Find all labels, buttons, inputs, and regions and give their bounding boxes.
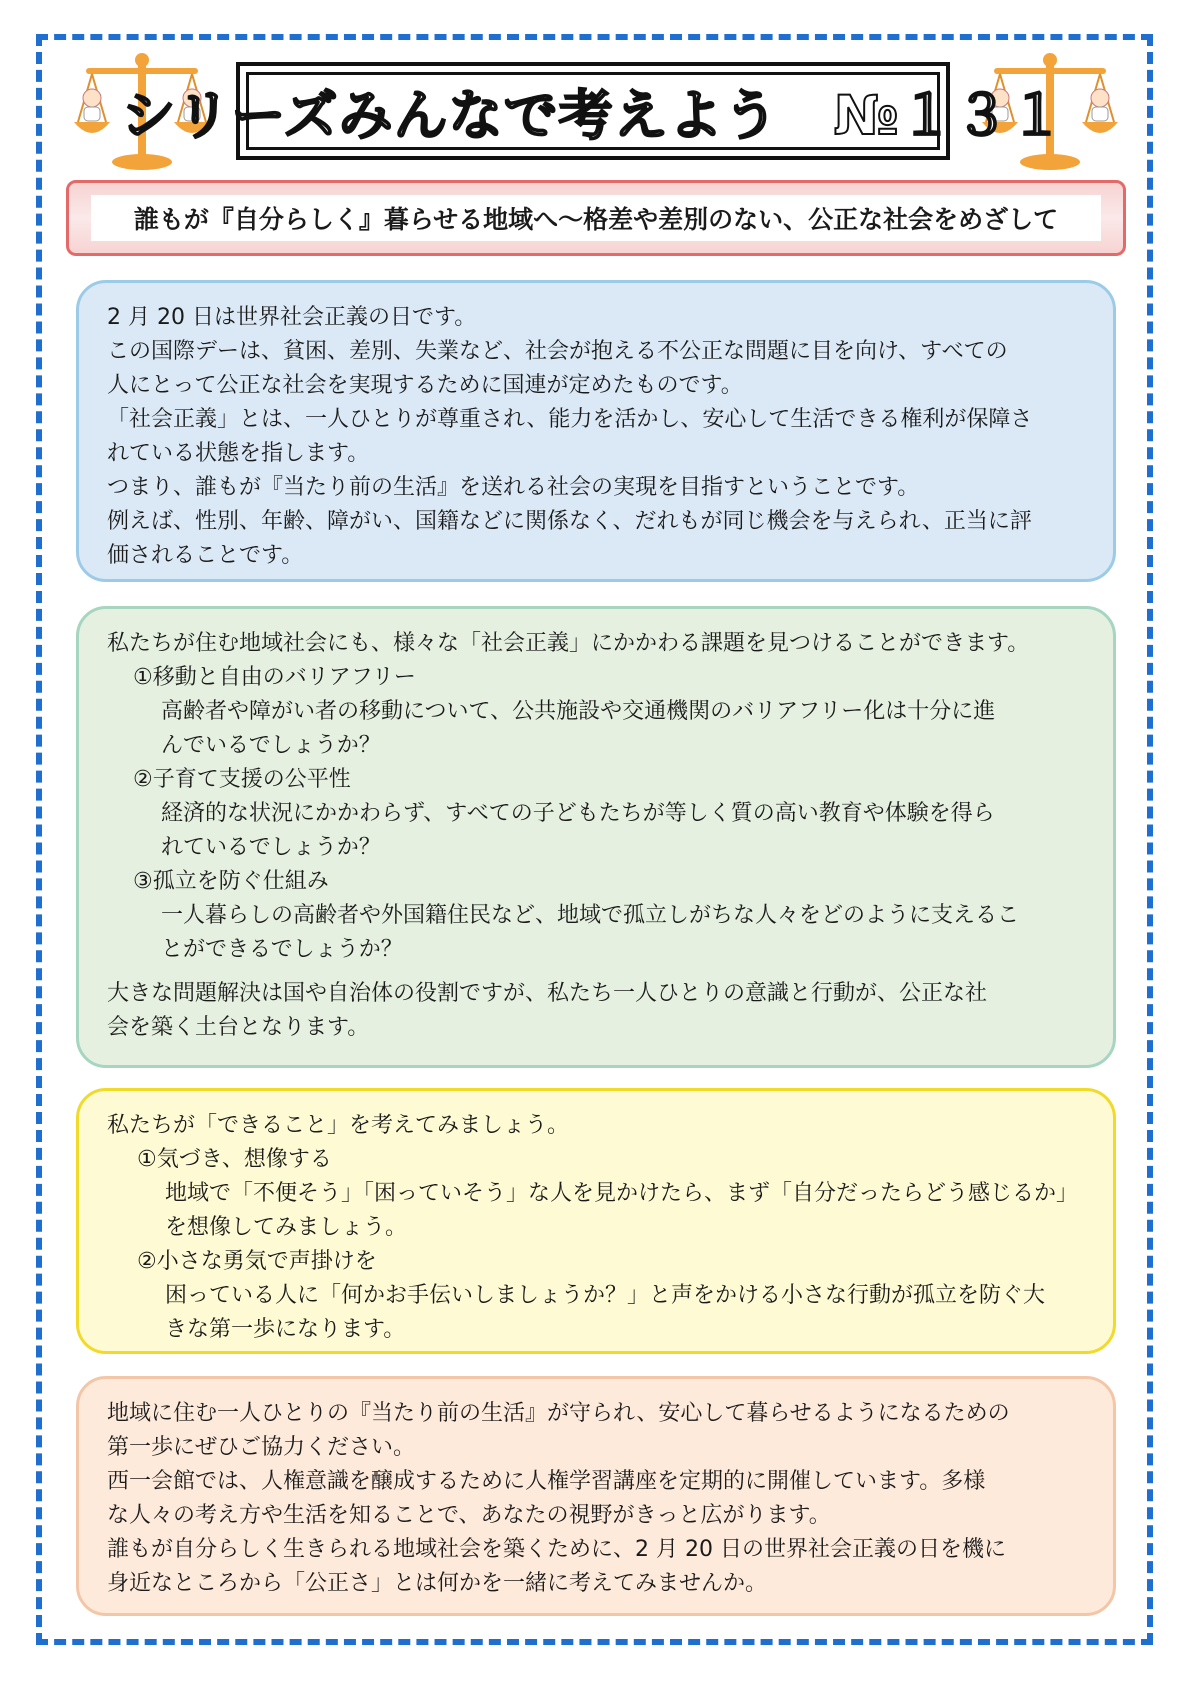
section-what-we-can-do: [76, 1088, 1116, 1354]
item-body: んでいるでしょうか？: [161, 733, 381, 758]
item-body: 地域で「不便そう」「困っていそう」な人を見かけたら、まず「自分だったらどう感じるか」: [165, 1181, 1079, 1206]
page-title: シリーズみんなで考えよう №１３１: [121, 83, 1065, 147]
item-body: を想像してみましょう。: [165, 1215, 408, 1240]
item-heading: ③孤立を防ぐ仕組み: [133, 869, 329, 894]
section-closing: 大きな問題解決は国や自治体の役割ですが、私たち一人ひとりの意識と行動が、公正な社: [107, 981, 988, 1006]
item-body: 経済的な状況にかかわらず、すべての子どもたちが等しく質の高い教育や体験を得ら: [161, 801, 995, 826]
paragraph-line: 身近なところから「公正さ」とは何かを一緒に考えてみませんか。: [107, 1571, 768, 1596]
item-heading: ①気づき、想像する: [137, 1147, 332, 1172]
paragraph-line: 西一会館では、人権意識を醸成するために人権学習講座を定期的に開催しています。多様: [107, 1469, 986, 1494]
item-body: とができるでしょうか？: [161, 937, 403, 962]
paragraph-line: な人々の考え方や生活を知ることで、あなたの視野がきっと広がります。: [107, 1503, 831, 1528]
paragraph-line: 2 月 20 日は世界社会正義の日です。: [107, 305, 477, 330]
paragraph-line: 例えば、性別、年齢、障がい、国籍などに関係なく、だれもが同じ機会を与えられ、正当に評: [107, 509, 1032, 534]
section-closing: 会を築く土台となります。: [107, 1015, 370, 1040]
paragraph-line: 地域に住む一人ひとりの『当たり前の生活』が守られ、安心して暮らせるようになるための: [107, 1401, 1010, 1426]
item-body: 困っている人に「何かお手伝いしましょうか？」と声をかける小さな行動が孤立を防ぐ大: [165, 1283, 1046, 1308]
section-intro: 私たちが「できること」を考えてみましょう。: [107, 1113, 570, 1138]
paragraph-line: れている状態を指します。: [107, 441, 370, 466]
paragraph-line: 人にとって公正な社会を実現するために国連が定めたものです。: [107, 373, 743, 398]
section-intro: 私たちが住む地域社会にも、様々な「社会正義」にかかわる課題を見つけることができます。: [107, 631, 1030, 656]
section-call-to-action: [76, 1376, 1116, 1616]
item-heading: ②子育て支援の公平性: [133, 767, 351, 792]
item-heading: ②小さな勇気で声掛けを: [137, 1249, 377, 1274]
subtitle-banner: [66, 180, 1126, 256]
paragraph-line: 第一歩にぜひご協力ください。: [107, 1435, 416, 1460]
item-body: 高齢者や障がい者の移動について、公共施設や交通機関のバリアフリー化は十分に進: [161, 699, 996, 724]
paragraph-line: 「社会正義」とは、一人ひとりが尊重され、能力を活かし、安心して生活できる権利が保障さ: [107, 407, 1033, 432]
paragraph-line: つまり、誰もが『当たり前の生活』を送れる社会の実現を目指すということです。: [107, 475, 920, 500]
subtitle-text: 誰もが『自分らしく』暮らせる地域へ～格差や差別のない、公正な社会をめざして: [91, 195, 1101, 241]
series-title-box: [121, 62, 1065, 160]
paragraph-line: 価されることです。: [107, 543, 304, 568]
section-community-issues: [76, 606, 1116, 1068]
paragraph-line: 誰もが自分らしく生きられる地域社会を築くために、2 月 20 日の世界社会正義の日を機に: [107, 1537, 1006, 1562]
paragraph-line: この国際デーは、貧困、差別、失業など、社会が抱える不公正な問題に目を向け、すべての: [107, 339, 1008, 364]
section-world-social-justice-day: [76, 280, 1116, 582]
item-body: きな第一歩になります。: [165, 1317, 406, 1342]
item-body: れているでしょうか？: [161, 835, 381, 860]
item-heading: ①移動と自由のバリアフリー: [133, 665, 416, 690]
item-body: 一人暮らしの高齢者や外国籍住民など、地域で孤立しがちな人々をどのように支えるこ: [161, 903, 1020, 928]
